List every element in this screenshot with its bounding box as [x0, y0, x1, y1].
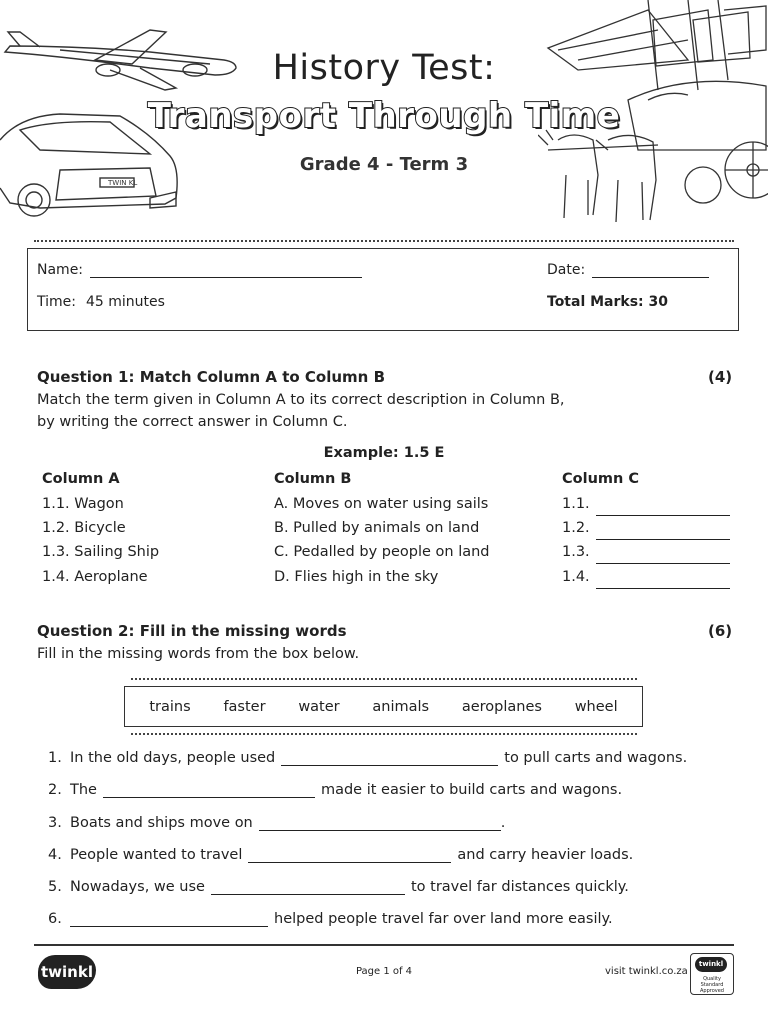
- sentence-1: [48, 750, 687, 766]
- column-a-item: 1.3. Sailing Ship: [42, 544, 160, 560]
- grade-term: Grade 4 - Term 3: [299, 154, 469, 175]
- fill-blank-field[interactable]: [259, 816, 501, 831]
- column-c-header: Column C: [562, 471, 640, 487]
- column-b-header: Column B: [274, 471, 352, 487]
- sentence-6: [48, 911, 613, 927]
- column-c-item: 1.4.: [562, 569, 590, 585]
- dotted-divider: [34, 240, 734, 242]
- svg-text:TWIN KL: TWIN KL: [108, 179, 138, 187]
- badge-logo-text: twinkl: [695, 957, 727, 972]
- sentence-text: Boats and ships move on: [70, 815, 253, 831]
- name-field[interactable]: [90, 277, 362, 278]
- footer-divider: [34, 944, 734, 946]
- page-number: Page 1 of 4: [355, 966, 413, 977]
- column-c-item: 1.1.: [562, 496, 590, 512]
- sentence-4: [48, 847, 633, 863]
- answer-field[interactable]: [596, 588, 730, 589]
- sentence-number: 2.: [48, 782, 62, 798]
- column-a-header: Column A: [42, 471, 120, 487]
- date-label: Date:: [547, 262, 586, 278]
- badge-text: Quality Standard Approved: [700, 976, 724, 994]
- column-b-item: C. Pedalled by people on land: [274, 544, 490, 560]
- fill-blank-field[interactable]: [281, 751, 498, 766]
- sentence-number: 3.: [48, 815, 62, 831]
- sentence-text: made it easier to build carts and wagons.: [320, 782, 623, 798]
- word-bank-item: water: [298, 698, 340, 715]
- column-c-item: 1.2.: [562, 520, 590, 536]
- sentence-text: to pull carts and wagons.: [504, 750, 688, 766]
- sentence-2: [48, 782, 622, 798]
- total-marks: Total Marks: 30: [547, 294, 669, 310]
- sentence-number: 6.: [48, 911, 62, 927]
- question-1-example: Example: 1.5 E: [323, 445, 445, 461]
- sentence-text: In the old days, people used: [70, 750, 276, 766]
- question-2-marks: (6): [708, 622, 733, 640]
- word-bank-box: [124, 686, 643, 727]
- sentence-text: Nowadays, we use: [70, 879, 205, 895]
- question-1-title: Question 1: Match Column A to Column B: [37, 368, 386, 386]
- quality-badge: [690, 953, 734, 995]
- test-subtitle: Transport Through Time: [147, 96, 621, 136]
- word-bank-item: animals: [372, 698, 430, 715]
- name-label: Name:: [37, 262, 84, 278]
- sentence-text: People wanted to travel: [70, 847, 243, 863]
- column-b-item: B. Pulled by animals on land: [274, 520, 480, 536]
- word-bank-item: aeroplanes: [461, 698, 542, 715]
- word-box-top-dots: [131, 678, 637, 680]
- answer-field[interactable]: [596, 515, 730, 516]
- fill-blank-field[interactable]: [211, 880, 405, 895]
- sentence-text: .: [500, 815, 506, 831]
- question-1-instruction-line1: Match the term given in Column A to its correct description in Column B,: [37, 392, 565, 408]
- logo-text: twinkl: [41, 963, 93, 981]
- sentence-text: to travel far distances quickly.: [410, 879, 629, 895]
- column-a-item: 1.4. Aeroplane: [42, 569, 148, 585]
- sentence-text: The: [70, 782, 97, 798]
- sentence-text: helped people travel far over land more easily.: [274, 911, 613, 927]
- time-value: 45 minutes: [86, 294, 165, 310]
- question-2-instruction: Fill in the missing words from the box below.: [37, 646, 360, 662]
- column-c-item: 1.3.: [562, 544, 590, 560]
- sentence-3: [48, 815, 505, 831]
- sentence-5: [48, 879, 629, 895]
- fill-blank-field[interactable]: [248, 848, 451, 863]
- time-label: Time:: [37, 294, 76, 310]
- answer-field[interactable]: [596, 539, 730, 540]
- word-bank-item: faster: [223, 698, 266, 715]
- date-field[interactable]: [592, 277, 709, 278]
- question-1-instruction-line2: by writing the correct answer in Column C.: [37, 414, 348, 430]
- word-bank-item: trains: [149, 698, 191, 715]
- student-info-box: [27, 248, 739, 331]
- column-a-item: 1.2. Bicycle: [42, 520, 126, 536]
- answer-field[interactable]: [596, 563, 730, 564]
- column-b-item: D. Flies high in the sky: [274, 569, 439, 585]
- sentence-number: 1.: [48, 750, 62, 766]
- word-box-bottom-dots: [131, 733, 637, 735]
- test-title: History Test:: [272, 48, 496, 88]
- site-link[interactable]: visit twinkl.co.za: [605, 966, 688, 977]
- fill-blank-field[interactable]: [70, 912, 268, 927]
- fill-blank-field[interactable]: [103, 783, 315, 798]
- question-1-marks: (4): [708, 368, 733, 386]
- question-2-title: Question 2: Fill in the missing words: [37, 622, 347, 640]
- column-a-item: 1.1. Wagon: [42, 496, 124, 512]
- sentence-number: 5.: [48, 879, 62, 895]
- word-bank-item: wheel: [574, 698, 618, 715]
- sentence-text: and carry heavier loads.: [457, 847, 634, 863]
- column-b-item: A. Moves on water using sails: [274, 496, 489, 512]
- sentence-number: 4.: [48, 847, 62, 863]
